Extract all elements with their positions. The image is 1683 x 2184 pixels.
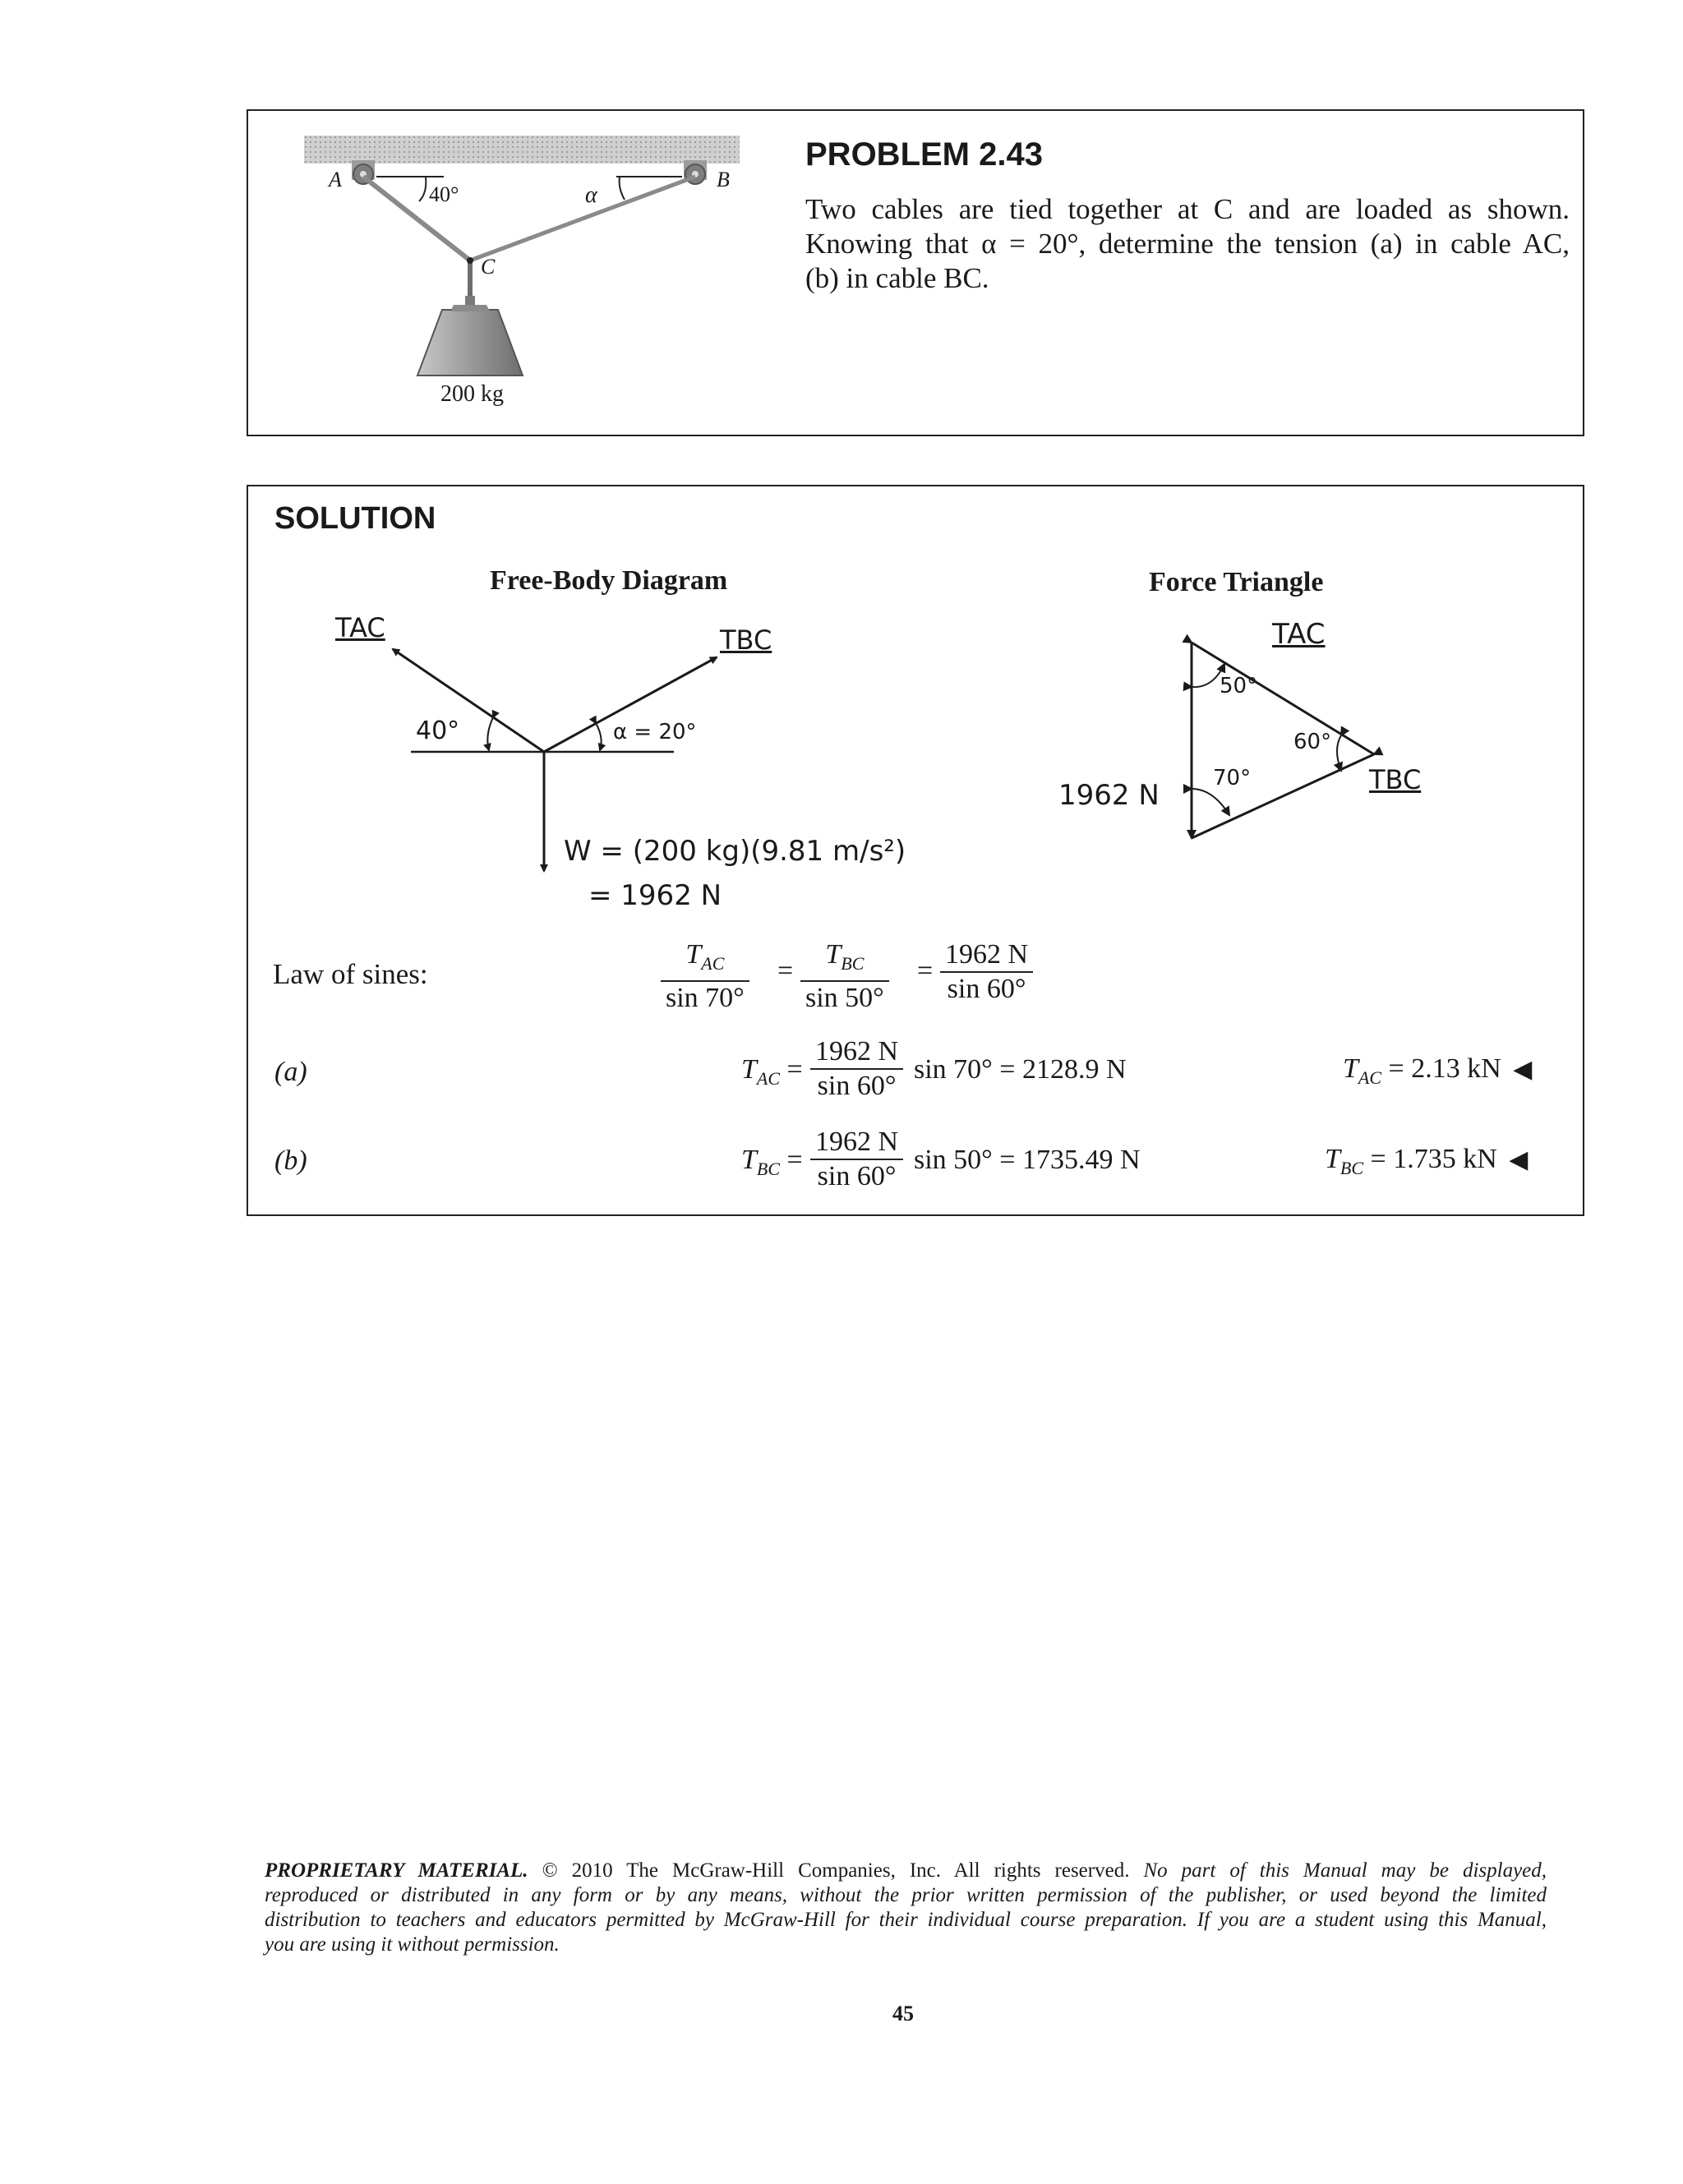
triangle-tac-text: TAC: [1272, 618, 1326, 651]
footer-notice-1: No part of this Manual may be displayed,: [1143, 1859, 1547, 1882]
triangle-title: Force Triangle: [1149, 567, 1324, 597]
fbd-label-tbc: [720, 624, 772, 656]
law-of-sines-equation: $T_{AC}$ sin 70° = $T_{BC}$ sin 50° = $\frac{1962 N}{\sin 60^\circ}$: [661, 938, 1006, 1021]
part-a-answer: $T_{AC} = 2.13$ kN ◀: [1343, 1053, 1533, 1088]
fig-mass: 200 kg: [440, 381, 504, 407]
knot-c: [467, 257, 473, 264]
weight-block-icon: [417, 310, 523, 376]
law-f2-den: sin 50°: [805, 982, 884, 1013]
problem-figure: [304, 136, 764, 415]
problem-statement: [805, 192, 1570, 296]
part-b-frac-num: 1962 N: [810, 1126, 903, 1160]
fbd-label-tac: [335, 612, 385, 643]
free-body-diagram: [329, 624, 789, 920]
fbd-tbc-text: TBC: [720, 624, 772, 656]
part-b-rhs: sin 50° = 1735.49 N: [914, 1145, 1141, 1175]
fbd-tac-text: TAC: [335, 612, 385, 643]
law-f2-num: T: [825, 939, 842, 970]
fig-label-b: B: [717, 168, 730, 191]
part-a-frac-den: sin 60°: [817, 1071, 897, 1101]
triangle-label-tac: [1272, 618, 1326, 651]
fig-angle-40: 40°: [429, 182, 459, 206]
part-a-lhs: T: [741, 1054, 757, 1085]
part-a-answer-value: = 2.13 kN: [1388, 1053, 1501, 1084]
answer-marker-icon: ◀: [1513, 1056, 1533, 1083]
fbd-weight-line2: = 1962 N: [588, 879, 722, 912]
solution-heading: SOLUTION: [274, 501, 436, 536]
part-a-lhs-sub: AC: [756, 1067, 781, 1089]
answer-marker-icon: ◀: [1509, 1146, 1529, 1173]
law-f2-sub: BC: [841, 952, 865, 974]
part-b-lhs: T: [741, 1145, 757, 1175]
footer-copyright: © 2010 The McGraw-Hill Companies, Inc. All rights reserved.: [542, 1859, 1130, 1882]
part-b-label: (b): [274, 1145, 307, 1176]
part-b-lhs-sub: BC: [756, 1158, 781, 1179]
triangle-side-tac: [1192, 643, 1374, 754]
part-a-frac-num: 1962 N: [810, 1035, 903, 1070]
law-frac-3: [940, 938, 1033, 1006]
fbd-weight-line1: W = (200 kg)(9.81 m/s²): [564, 835, 906, 868]
fbd-title: Free-Body Diagram: [490, 565, 728, 596]
part-a-rhs: sin 70° = 2128.9 N: [914, 1054, 1127, 1085]
part-a-frac: [810, 1035, 903, 1103]
part-a-equation: $T_{AC}$ = $\frac{1962 N}{\sin 60^\circ}$ sin 70° = 2128.9 N: [741, 1036, 1127, 1101]
law-frac-2: [800, 938, 889, 1015]
triangle-side-label: 1962 N: [1058, 779, 1160, 812]
statement-line-1: Two cables are tied together at C and are loaded as shown.: [805, 193, 1570, 225]
statement-line-2: Knowing that α = 20°, determine the tension (a) in cable AC,: [805, 228, 1570, 260]
law-f1-den: sin 70°: [666, 982, 745, 1013]
part-b-answer-value: = 1.735 kN: [1370, 1144, 1497, 1174]
law-f1-sub: AC: [701, 952, 725, 974]
triangle-label-tbc: [1369, 764, 1421, 795]
fbd-angle-left: 40°: [416, 716, 460, 745]
fbd-angle-right: α = 20°: [613, 720, 697, 744]
law-of-sines-label: Law of sines:: [273, 958, 428, 990]
law-frac-1: [661, 938, 749, 1015]
part-b-frac-den: sin 60°: [817, 1161, 897, 1191]
fig-alpha: α: [585, 182, 597, 208]
part-b-frac: [810, 1126, 903, 1193]
footer-notice-2: reproduced or distributed in any form or by any means, without the prior written permission of the publisher, or used beyond the limited: [265, 1884, 1547, 1906]
triangle-angle-top: 50°: [1220, 674, 1258, 698]
triangle-angle-bottom: 70°: [1213, 766, 1252, 790]
law-f1-num: T: [685, 939, 702, 970]
law-f3-num: 1962 N: [940, 938, 1033, 973]
footer-notice-4: you are using it without permission.: [265, 1933, 560, 1956]
footer-notice-3: distribution to teachers and educators permitted by McGraw-Hill for their individual course preparation. If you are a student using this Manual,: [265, 1909, 1547, 1931]
part-a-label: (a): [274, 1057, 307, 1087]
law-f3-den: sin 60°: [947, 974, 1026, 1004]
fig-label-c: C: [481, 255, 496, 279]
page-number: 45: [892, 2002, 914, 2025]
cable-bc: [470, 177, 695, 260]
ceiling: [304, 136, 740, 164]
part-b-equation: $T_{BC}$ = $\frac{1962 N}{\sin 60^\circ}$ sin 50° = 1735.49 N: [741, 1127, 1141, 1191]
problem-heading: PROBLEM 2.43: [805, 136, 1043, 173]
triangle-tbc-text: TBC: [1369, 764, 1422, 795]
footer-lead: PROPRIETARY MATERIAL.: [265, 1859, 528, 1882]
footer-notice: [265, 1859, 1547, 1957]
part-b-answer: $T_{BC} = 1.735$ kN ◀: [1325, 1144, 1529, 1178]
statement-line-3: (b) in cable BC.: [805, 262, 989, 294]
triangle-angle-right: 60°: [1293, 730, 1332, 754]
fig-label-a: A: [329, 168, 342, 191]
